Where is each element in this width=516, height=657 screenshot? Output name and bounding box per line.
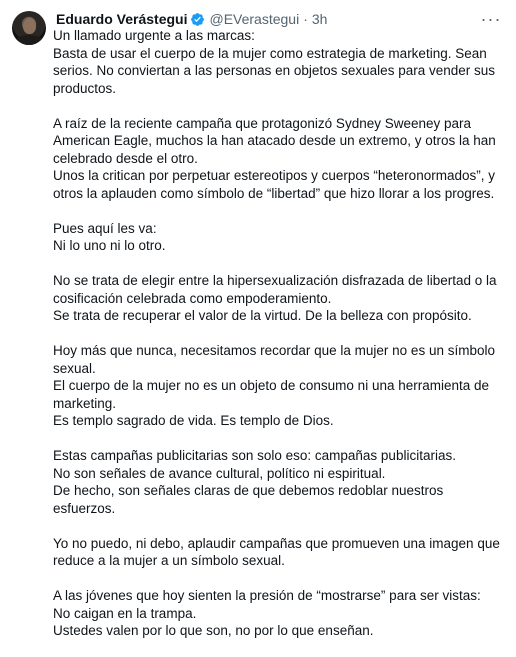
author-display-name[interactable]: Eduardo Verástegui — [56, 11, 188, 27]
tweet-paragraph: Pues aquí les va: Ni lo uno ni lo otro. — [53, 220, 166, 253]
more-options-button[interactable] — [480, 9, 502, 29]
avatar-shoulders — [15, 35, 43, 45]
verified-badge-icon[interactable] — [190, 12, 205, 27]
tweet-paragraph: Hoy más que nunca, necesitamos recordar que la mujer no es un símbolo sexual. El cuerpo de la mujer no es un objeto de consumo ni una herramienta de marketing. Es templo sagrado de vida. Es templo de Dios. — [53, 343, 495, 428]
author-handle[interactable]: @EVerastegui — [209, 11, 300, 27]
tweet-paragraph: Un llamado urgente a las marcas: Basta de usar el cuerpo de la mujer como estrategia de marketing. Sean serios. No conviertan a las personas en objetos sexuales para vender sus productos. — [53, 28, 495, 96]
tweet-paragraph: Estas campañas publicitarias son solo eso: campañas publicitarias. No son señales de avance cultural, político ni espiritual. De hecho, son señales claras de que debemos redoblar nuestros esfuerzos. — [53, 448, 456, 516]
tweet-paragraph: A las jóvenes que hoy sienten la presión de “mostrarse” para ser vistas: No caigan en la trampa. Ustedes valen por lo que son, no por lo que enseñan. — [53, 588, 481, 638]
tweet-body — [53, 27, 508, 657]
tweet-paragraph: No se trata de elegir entre la hipersexualización disfrazada de libertad o la cosificación celebrada como empoderamiento. Se trata de recuperar el valor de la virtud. De la belleza con propósito. — [53, 273, 497, 323]
avatar[interactable] — [12, 11, 46, 45]
tweet-paragraph: A raíz de la reciente campaña que protagonizó Sydney Sweeney para American Eagle, muchos la han atacado desde un extremo, y otros la han celebrado desde el otro. Unos la critican por perpetuar estereotipos y cuerpos “heteronormados”, y otros la aplauden como símbolo de “libertad” que hizo llorar a los progres. — [53, 115, 496, 201]
tweet-paragraph: Yo no puedo, ni debo, aplaudir campañas que promueven una imagen que reduce a la mujer a un símbolo sexual. — [53, 535, 504, 568]
tweet-timestamp[interactable]: 3h — [311, 11, 328, 27]
tweet-header — [56, 9, 504, 29]
avatar-face — [23, 18, 36, 34]
more-horizontal-icon: ··· — [480, 8, 502, 29]
separator-dot: · — [303, 11, 308, 27]
